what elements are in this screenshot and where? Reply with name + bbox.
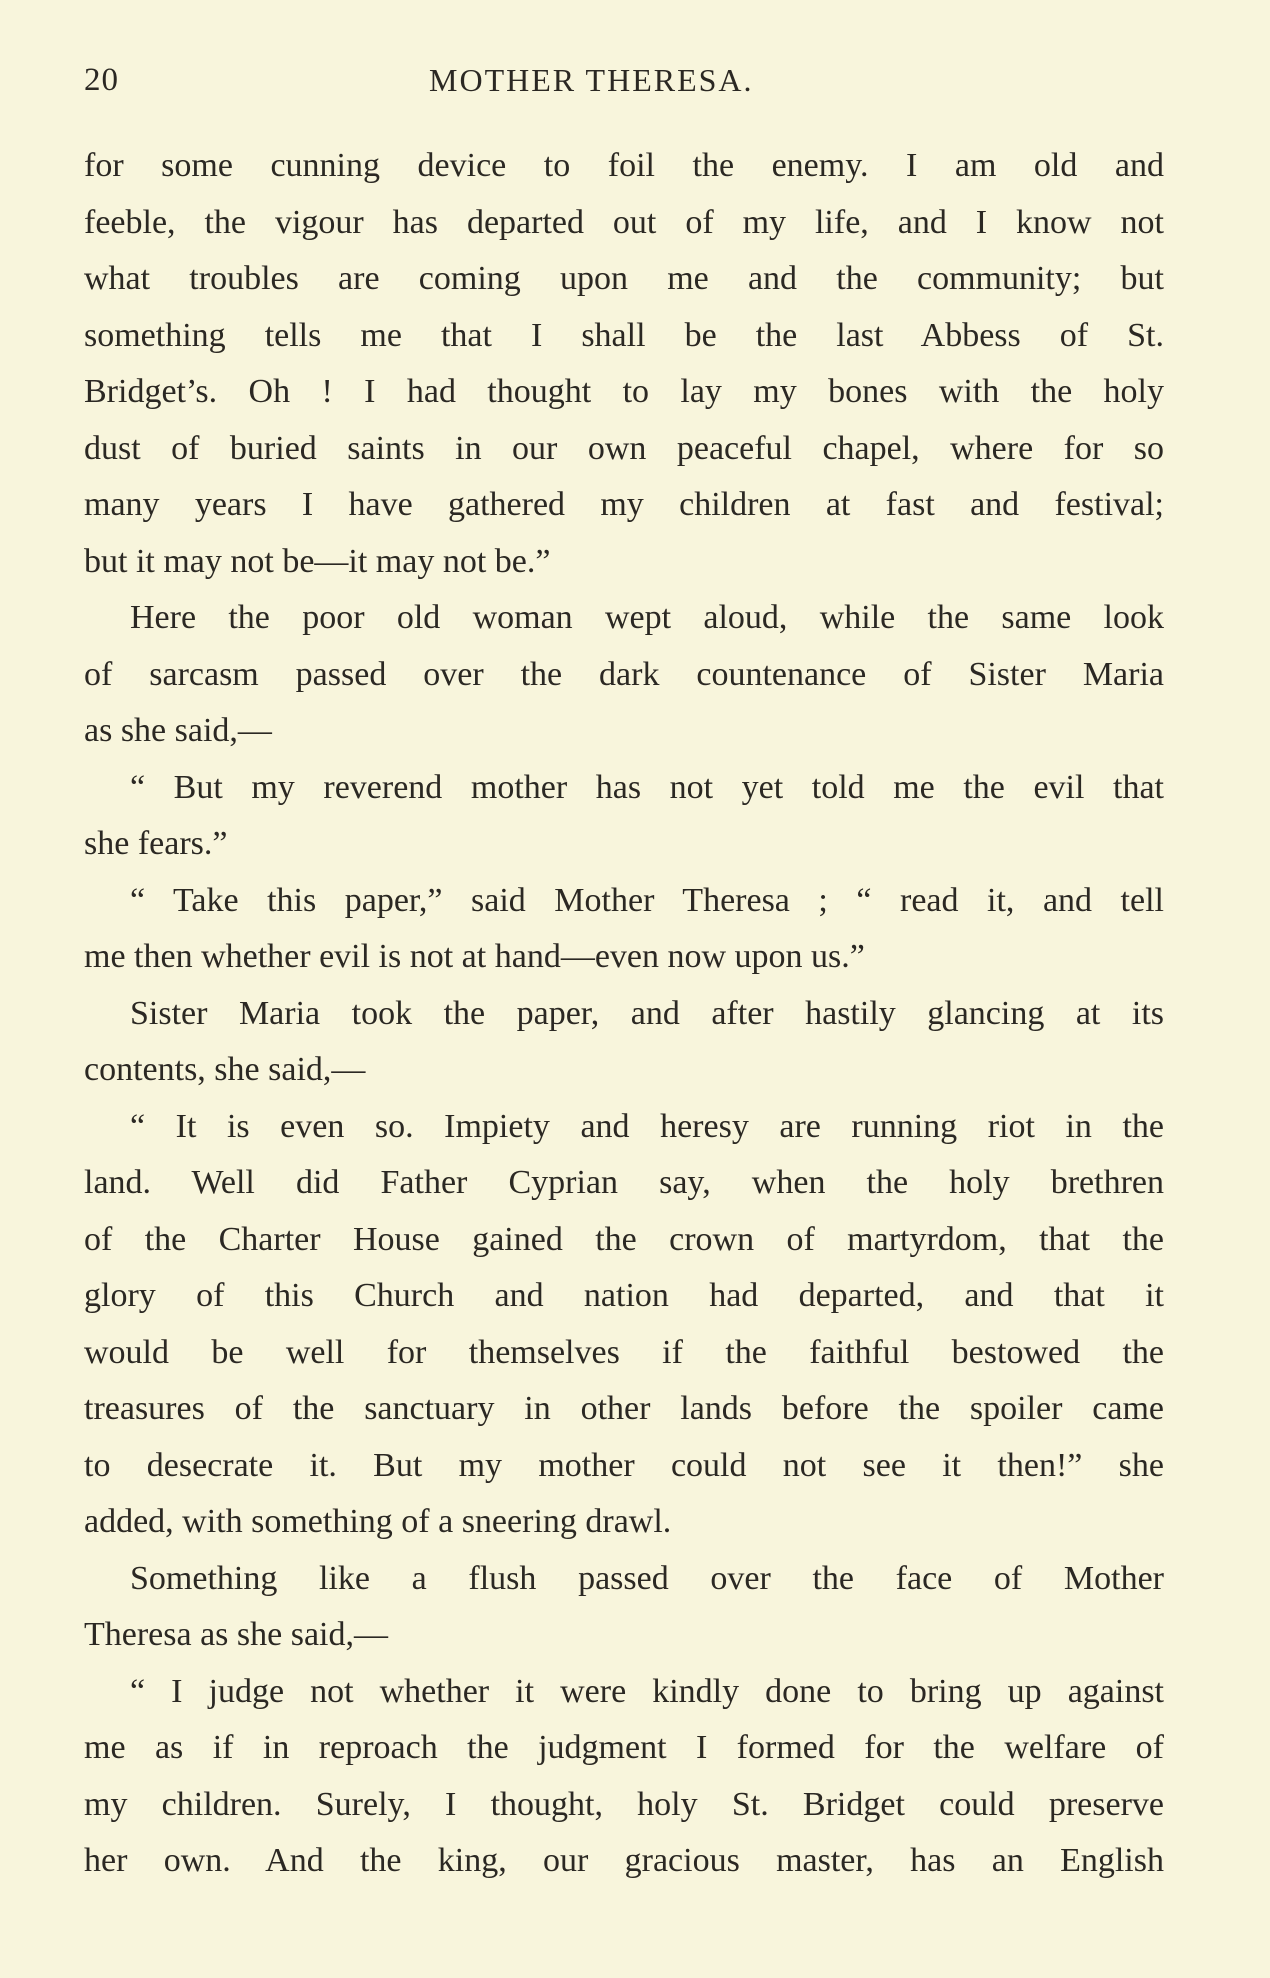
text-line: Sister Maria took the paper, and after hastily glancing at its (130, 994, 1164, 1032)
body-text (84, 138, 1164, 1890)
text-line: of the Charter House gained the crown of martyrdom, that the (84, 1220, 1164, 1258)
text-line: land. Well did Father Cyprian say, when the holy brethren (84, 1164, 1164, 1201)
text-line: contents, she said,— (84, 1051, 366, 1088)
page-header (84, 62, 1184, 112)
text-line: treasures of the sanctuary in other lands before the spoiler came (84, 1390, 1164, 1427)
text-line: she fears.” (84, 825, 228, 862)
text-line: but it may not be—it may not be.” (84, 542, 551, 580)
text-line: feeble, the vigour has departed out of my life, and I know not (84, 203, 1164, 241)
text-line: for some cunning device to foil the enemy. I am old and (84, 147, 1164, 184)
text-line: “ Take this paper,” said Mother Theresa ; “ read it, and tell (130, 881, 1164, 919)
text-line: Bridget’s. Oh ! I had thought to lay my bones with the holy (84, 373, 1164, 410)
text-line: “ It is even so. Impiety and heresy are running riot in the (130, 1107, 1164, 1145)
text-line: would be well for themselves if the faithful bestowed the (84, 1333, 1164, 1371)
text-line: Here the poor old woman wept aloud, while the same look (130, 599, 1164, 636)
text-line: my children. Surely, I thought, holy St. Bridget could preserve (84, 1785, 1164, 1823)
text-line: glory of this Church and nation had departed, and that it (84, 1277, 1164, 1314)
text-line: many years I have gathered my children at fast and festival; (84, 486, 1164, 523)
text-line: her own. And the king, our gracious master, has an English (84, 1842, 1164, 1879)
text-line: of sarcasm passed over the dark countenance of Sister Maria (84, 655, 1164, 693)
running-title: MOTHER THERESA. (429, 62, 754, 98)
text-line: Something like a flush passed over the face of Mother (130, 1559, 1164, 1597)
text-line: something tells me that I shall be the last Abbess of St. (84, 316, 1164, 354)
page-number: 20 (84, 62, 119, 98)
text-line: dust of buried saints in our own peaceful chapel, where for so (84, 429, 1164, 467)
text-line: me then whether evil is not at hand—even now upon us.” (84, 938, 865, 975)
text-line: to desecrate it. But my mother could not see it then!” she (84, 1446, 1164, 1484)
text-line: as she said,— (84, 712, 272, 749)
text-line: Theresa as she said,— (84, 1616, 389, 1653)
text-line: me as if in reproach the judgment I formed for the welfare of (84, 1729, 1164, 1766)
text-line: what troubles are coming upon me and the community; but (84, 260, 1164, 297)
text-line: “ I judge not whether it were kindly done to bring up against (130, 1672, 1164, 1710)
text-line: added, with something of a sneering drawl. (84, 1503, 672, 1540)
text-line: “ But my reverend mother has not yet told me the evil that (130, 768, 1164, 806)
